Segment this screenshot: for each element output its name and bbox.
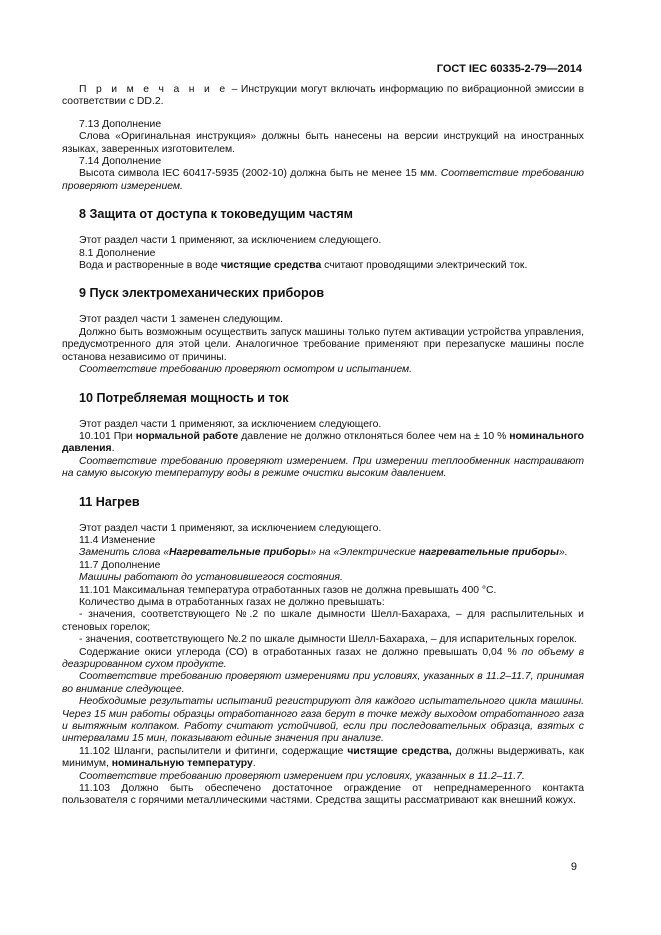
section-8-intro: Этот раздел части 1 применяют, за исключением следующего. xyxy=(79,235,382,247)
page-number: 9 xyxy=(570,861,577,873)
section-9-intro: Этот раздел части 1 заменен следующим. xyxy=(79,314,284,326)
page-content xyxy=(62,84,584,808)
note-text: – Инструкции могут включать информацию по вибрационной эмиссии в соответствии с DD.2. xyxy=(62,84,584,108)
term-heating-appliances-electric: нагревательные приборы xyxy=(418,547,559,559)
clause-11-101-text: 11.101 Максимальная температура отработанных газов не должна превышать 400 °С. xyxy=(79,584,497,596)
section-9-title: 9 Пуск электромеханических приборов xyxy=(79,286,325,301)
clause-7-14-text: Высота символа IEC 60417-5935 (2002-10) должна быть не менее 15 мм. Соответствие требованию проверяют измерением. xyxy=(62,168,585,192)
term-heating-appliances: Нагревательные приборы xyxy=(169,547,311,559)
clause-7-14-check: Соответствие требованию проверяют измерением. xyxy=(62,168,585,192)
section-11-check-2: Соответствие требованию проверяют измерением при условиях, указанных в 11.2–11.7. xyxy=(79,770,525,782)
section-9-text: Должно быть возможным осуществить запуск машины только путем активации устройства управления, предусмотренного для этой цели. Аналогичное требование применяют при перезапуске машины после останова независимо от причины. xyxy=(62,326,584,363)
section-10-intro: Этот раздел части 1 применяют, за исключением следующего. xyxy=(79,418,382,430)
section-10-check: Соответствие требованию проверяют измерением. При измерении теплообменник настраивают на самую высокую температуру воды в режиме очистки высоким давлением. xyxy=(62,455,584,480)
clause-10-101-text: 10.101 При нормальной работе давление не должно отклоняться более чем на ± 10 % номинального давления. xyxy=(62,430,585,455)
smoke-intro: Количество дыма в отработанных газах не должно превышать: xyxy=(79,596,385,608)
clause-11-102-text: 11.102 Шланги, распылители и фитинги, содержащие чистящие средства, должны выдерживать, как минимум, номинальную температуру. xyxy=(62,745,584,770)
clause-7-13-heading: 7.13 Дополнение xyxy=(79,118,162,130)
note-paragraph xyxy=(62,84,584,109)
clause-11-7-text: Машины работают до установившегося состояния. xyxy=(79,572,343,584)
standard-header: ГОСТ IEC 60335-2-79—2014 xyxy=(436,63,582,75)
clause-11-4-text: Заменить слова «Нагревательные приборы» на «Электрические нагревательные приборы». xyxy=(79,547,568,559)
term-cleaning-agents: чистящие средства xyxy=(220,260,322,272)
clause-11-7-heading: 11.7 Дополнение xyxy=(79,559,161,571)
section-11-check-1: Соответствие требованию проверяют измерениями при условиях, указанных в 11.2–11.7, принимая во внимание следующее. xyxy=(62,671,584,695)
section-8-title: 8 Защита от доступа к токоведущим частям xyxy=(79,207,353,222)
term-cleaning-agents-2: чистящие средства, xyxy=(347,745,452,757)
section-10-title: 10 Потребляемая мощность и ток xyxy=(79,390,289,405)
co-limit-text: Содержание окиси углерода (СО) в отработанных газах не должно превышать 0,04 % по объему в деазрированном сухом продукте. xyxy=(62,646,585,670)
clause-8-1-text: Вода и растворенные в воде чистящие средства считают проводящими электрический ток. xyxy=(79,260,528,272)
section-11-intro: Этот раздел части 1 применяют, за исключением следующего. xyxy=(79,522,382,534)
clause-11-4-heading: 11.4 Изменение xyxy=(79,534,156,546)
clause-11-103-text: 11.103 Должно быть обеспечено достаточное ограждение от непреднамеренного контакта пользователя с горячими металлическими частями. Средства защиты рассматривают как внешний кожух. xyxy=(62,783,584,807)
term-normal-operation: нормальной работе xyxy=(135,430,239,442)
smoke-item-1: - значения, соответствующего №.2 по шкале дымности Шелл-Бахараха, – для распылительных и стеновых горелок; xyxy=(62,609,584,633)
term-rated-pressure: номинального давления xyxy=(62,430,585,455)
clause-7-14-heading: 7.14 Дополнение xyxy=(79,156,162,168)
smoke-item-2: - значения, соответствующего №.2 по шкале дымности Шелл-Бахараха, – для испарительных горелок. xyxy=(79,634,577,646)
term-rated-temperature: номинальную температуру xyxy=(111,758,253,770)
clause-8-1-heading: 8.1 Дополнение xyxy=(79,247,156,259)
section-9-check: Соответствие требованию проверяют осмотром и испытанием. xyxy=(79,364,413,376)
clause-7-13-text: Слова «Оригинальная инструкция» должны быть нанесены на версии инструкций на иностранных языках, заверенных изготовителем. xyxy=(62,131,584,155)
test-results-text: Необходимые результаты испытаний регистрируют для каждого испытательного цикла машины. Через 15 мин работы образцы отработанного газа берут в точке между выходом отработанного газа и вытяжным колпаком. Работу считают устойчивой, если при последовательных образца, взятых с интервалами 15 мин, показывают единые значения при анализе. xyxy=(62,696,584,745)
section-11-title: 11 Нагрев xyxy=(79,494,140,509)
note-label: П р и м е ч а н и е xyxy=(79,84,229,95)
